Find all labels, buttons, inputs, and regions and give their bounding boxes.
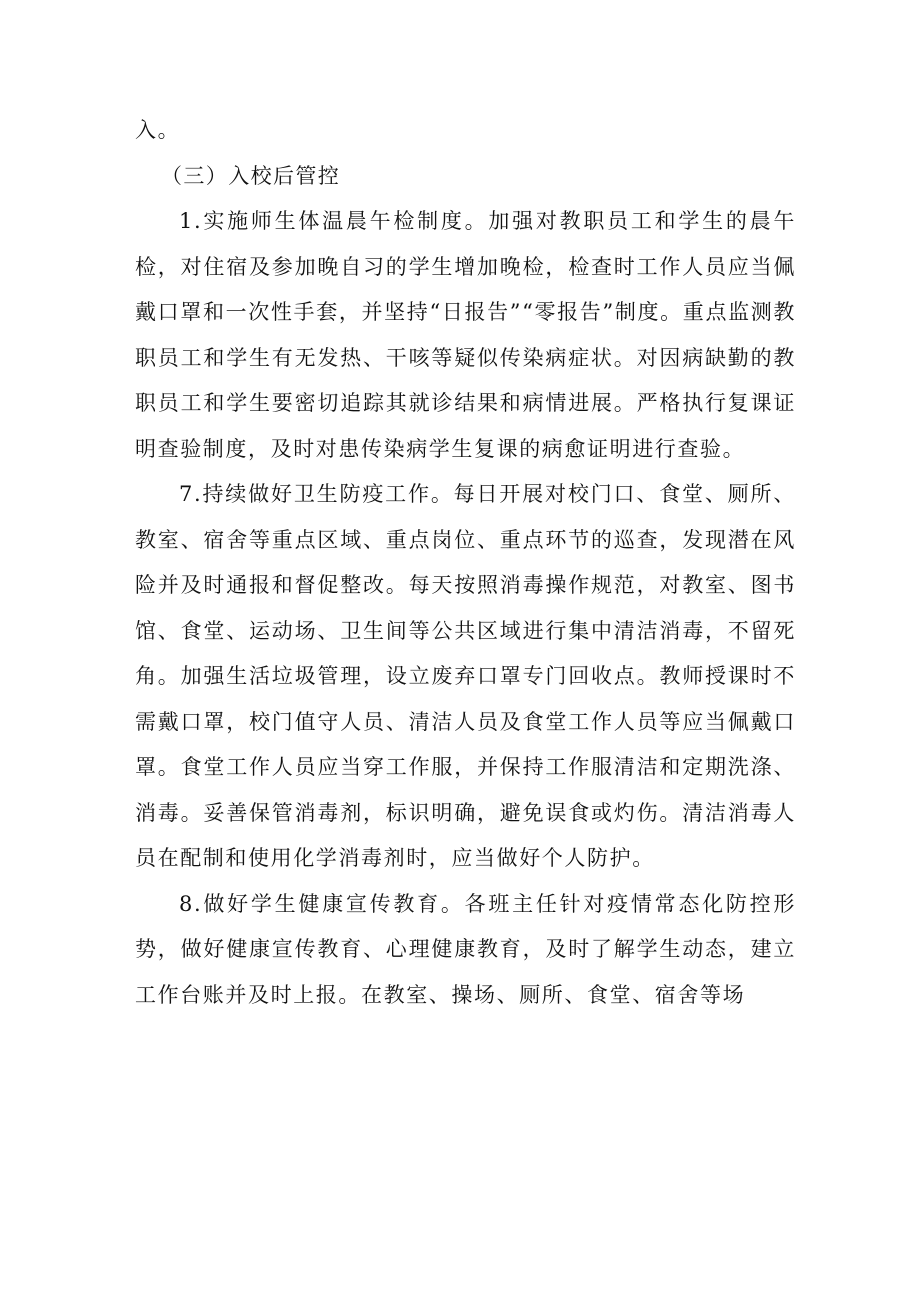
paragraph-item-7: 7.持续做好卫生防疫工作。每日开展对校门口、食堂、厕所、教室、宿舍等重点区域、重点岗位、重点环节的巡查，发现潜在风险并及时通报和督促整改。每天按照消毒操作规范，对教室、图书馆、食堂、运动场、卫生间等公共区域进行集中清洁消毒，不留死角。加强生活垃圾管理，设立废弃口罩专门回收点。教师授课时不需戴口罩，校门值守人员、清洁人员及食堂工作人员等应当佩戴口罩。食堂工作人员应当穿工作服，并保持工作服清洁和定期洗涤、消毒。妥善保管消毒剂，标识明确，避免误食或灼伤。清洁消毒人员在配制和使用化学消毒剂时，应当做好个人防护。 [135,482,796,870]
section-heading: （三）入校后管控 [161,163,341,188]
paragraph-item-8: 8.做好学生健康宣传教育。各班主任针对疫情常态化防控形势，做好健康宣传教育、心理健康教育，及时了解学生动态，建立工作台账并及时上报。在教室、操场、厕所、食堂、宿舍等场 [135,891,796,1007]
paragraph-item-1: 1.实施师生体温晨午检制度。加强对教职员工和学生的晨午检，对住宿及参加晚自习的学生增加晚检，检查时工作人员应当佩戴口罩和一次性手套，并坚持“日报告”“零报告”制度。重点监测教职员工和学生有无发热、干咳等疑似传染病症状。对因病缺勤的教职员工和学生要密切追踪其就诊结果和病情进展。严格执行复课证明查验制度，及时对患传染病学生复课的病愈证明进行查验。 [135,209,796,461]
paragraph-continuation: 入。 [135,118,181,142]
